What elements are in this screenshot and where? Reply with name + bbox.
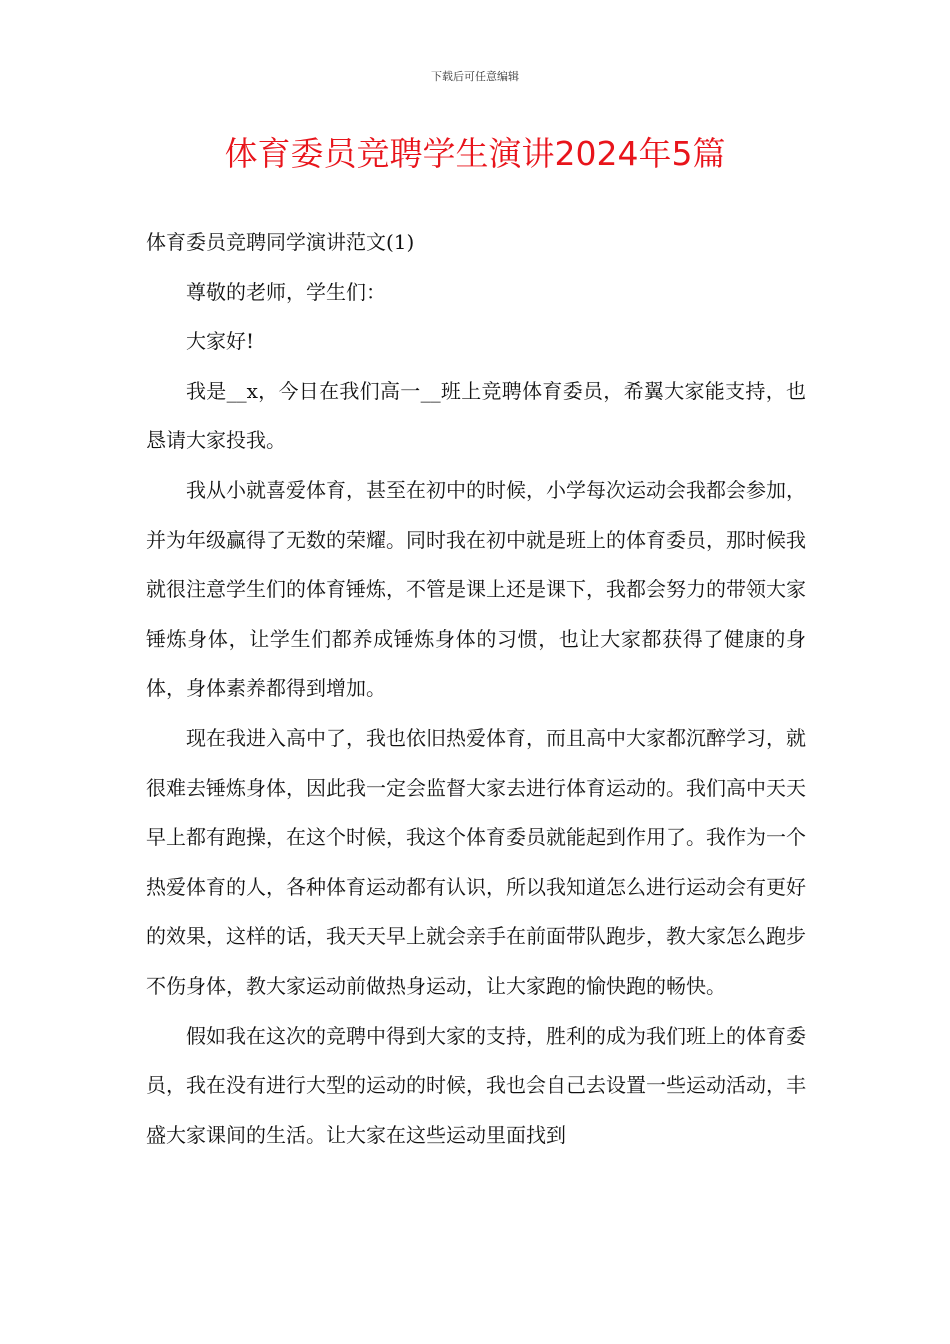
paragraph-background: 我从小就喜爱体育，甚至在初中的时候，小学每次运动会我都会参加，并为年级赢得了无数的荣耀。同时我在初中就是班上的体育委员，那时候我就很注意学生们的体育锤炼，不管是课上还是课下，我都会努力的带领大家锤炼身体，让学生们都养成锤炼身体的习惯，也让大家都获得了健康的身体，身体素养都得到增加。 — [146, 477, 806, 701]
paragraph-introduction: 我是__x，今日在我们高一__班上竞聘体育委员，希翼大家能支持，也恳请大家投我。 — [146, 378, 806, 453]
paragraph-plan: 现在我进入高中了，我也依旧热爱体育，而且高中大家都沉醉学习，就很难去锤炼身体，因此我一定会监督大家去进行体育运动的。我们高中天天早上都有跑操，在这个时候，我这个体育委员就能起到作用了。我作为一个热爱体育的人，各种体育运动都有认识，所以我知道怎么进行运动会有更好的效果，这样的话，我天天早上就会亲手在前面带队跑步，教大家怎么跑步不伤身体，教大家运动前做热身运动，让大家跑的愉快跑的畅快。 — [146, 725, 806, 998]
paragraph-promise: 假如我在这次的竞聘中得到大家的支持，胜利的成为我们班上的体育委员，我在没有进行大型的运动的时候，我也会自己去设置一些运动活动，丰盛大家课间的生活。让大家在这些运动里面找到 — [146, 1023, 806, 1147]
document-body — [146, 218, 806, 1160]
document-title: 体育委员竞聘学生演讲2024年5篇 — [224, 134, 726, 173]
paragraph-greeting: 大家好! — [186, 329, 255, 354]
section-heading: 体育委员竞聘同学演讲范文(1) — [146, 230, 415, 254]
paragraph-salutation: 尊敬的老师，学生们： — [186, 279, 386, 304]
header-note: 下载后可任意编辑 — [431, 70, 519, 83]
